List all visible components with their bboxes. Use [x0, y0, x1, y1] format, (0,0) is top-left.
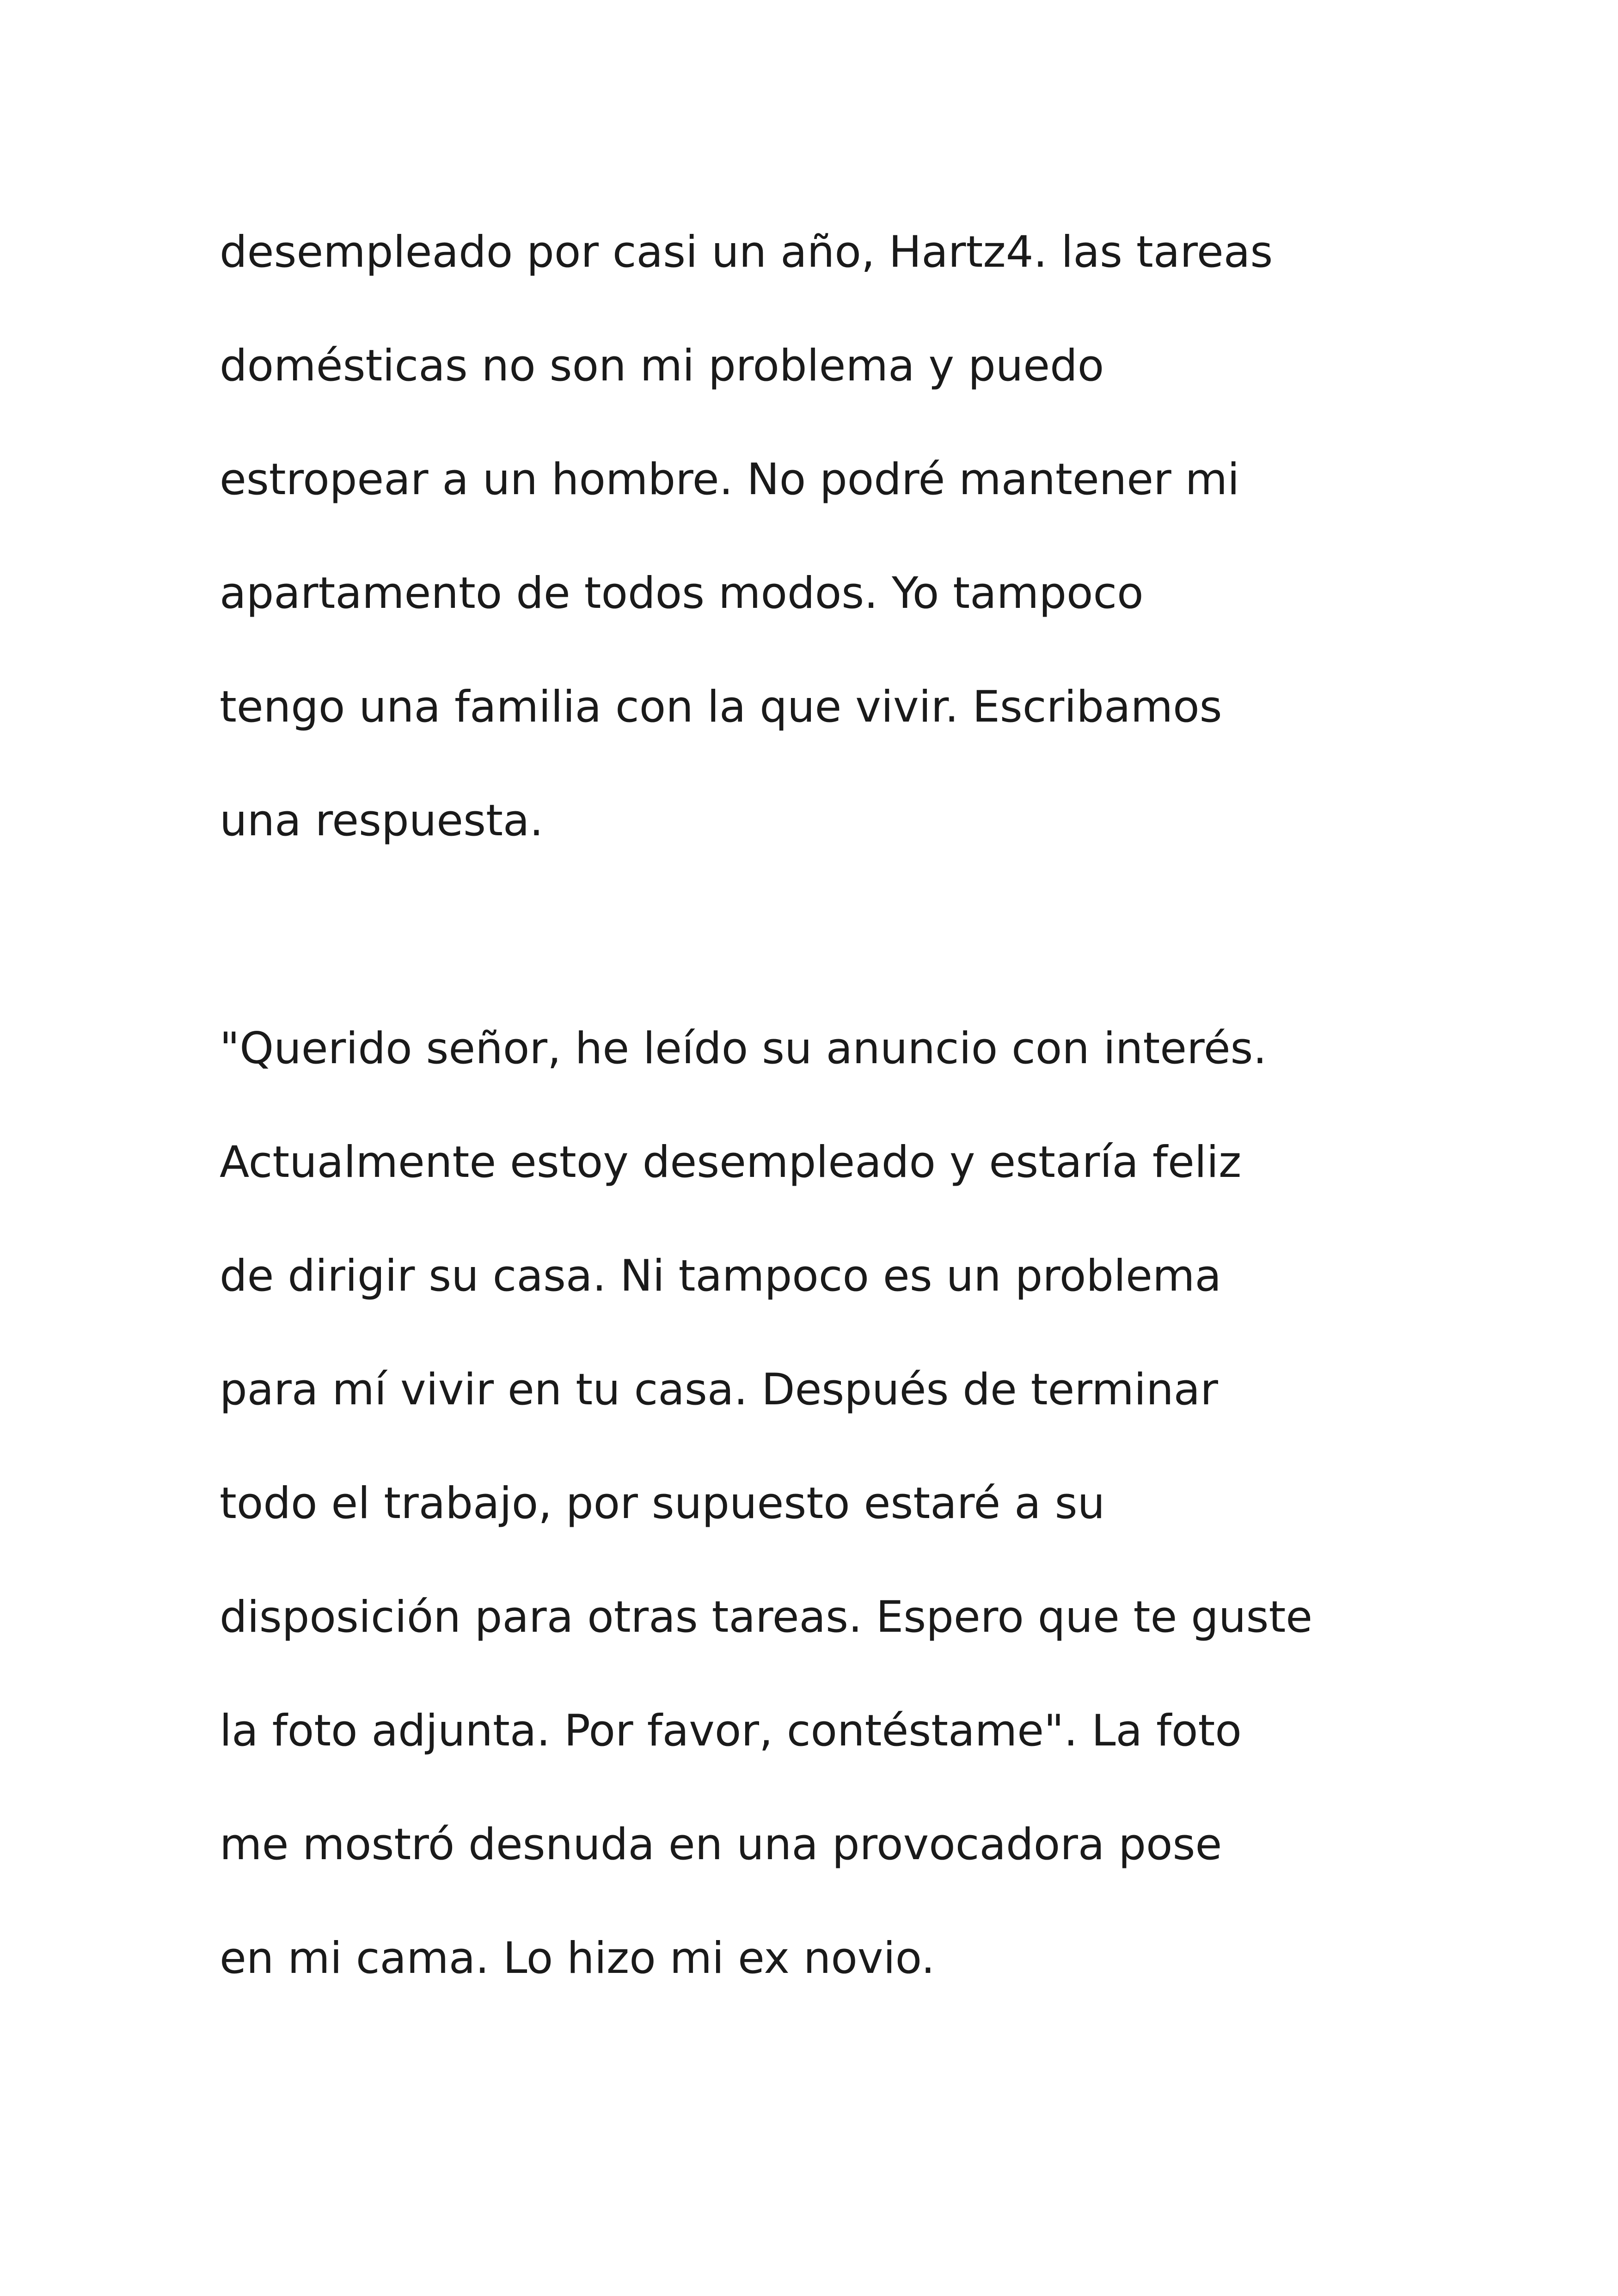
text-line: domésticas no son mi problema y puedo [220, 341, 1104, 391]
text-line: en mi cama. Lo hizo mi ex novio. [220, 1933, 935, 1984]
text-line: apartamento de todos modos. Yo tampoco [220, 568, 1144, 618]
text-line: tengo una familia con la que vivir. Escribamos [220, 682, 1222, 732]
text-line: me mostró desnuda en una provocadora pose [220, 1819, 1222, 1870]
paragraph-2 [220, 992, 1468, 2015]
text-line: de dirigir su casa. Ni tampoco es un problema [220, 1251, 1222, 1301]
text-line: desempleado por casi un año, Hartz4. las tareas [220, 227, 1273, 277]
text-line: una respuesta. [220, 796, 544, 846]
text-line: disposición para otras tareas. Espero que te guste [220, 1592, 1313, 1642]
text-line: la foto adjunta. Por favor, contéstame". La foto [220, 1706, 1242, 1756]
text-line: "Querido señor, he leído su anuncio con interés. [220, 1023, 1267, 1074]
paragraph-1 [220, 196, 1468, 878]
text-line: todo el trabajo, por supuesto estaré a su [220, 1478, 1105, 1529]
text-line: para mí vivir en tu casa. Después de terminar [220, 1365, 1218, 1415]
text-line: estropear a un hombre. No podré mantener mi [220, 454, 1240, 505]
text-line: Actualmente estoy desempleado y estaría feliz [220, 1137, 1242, 1188]
